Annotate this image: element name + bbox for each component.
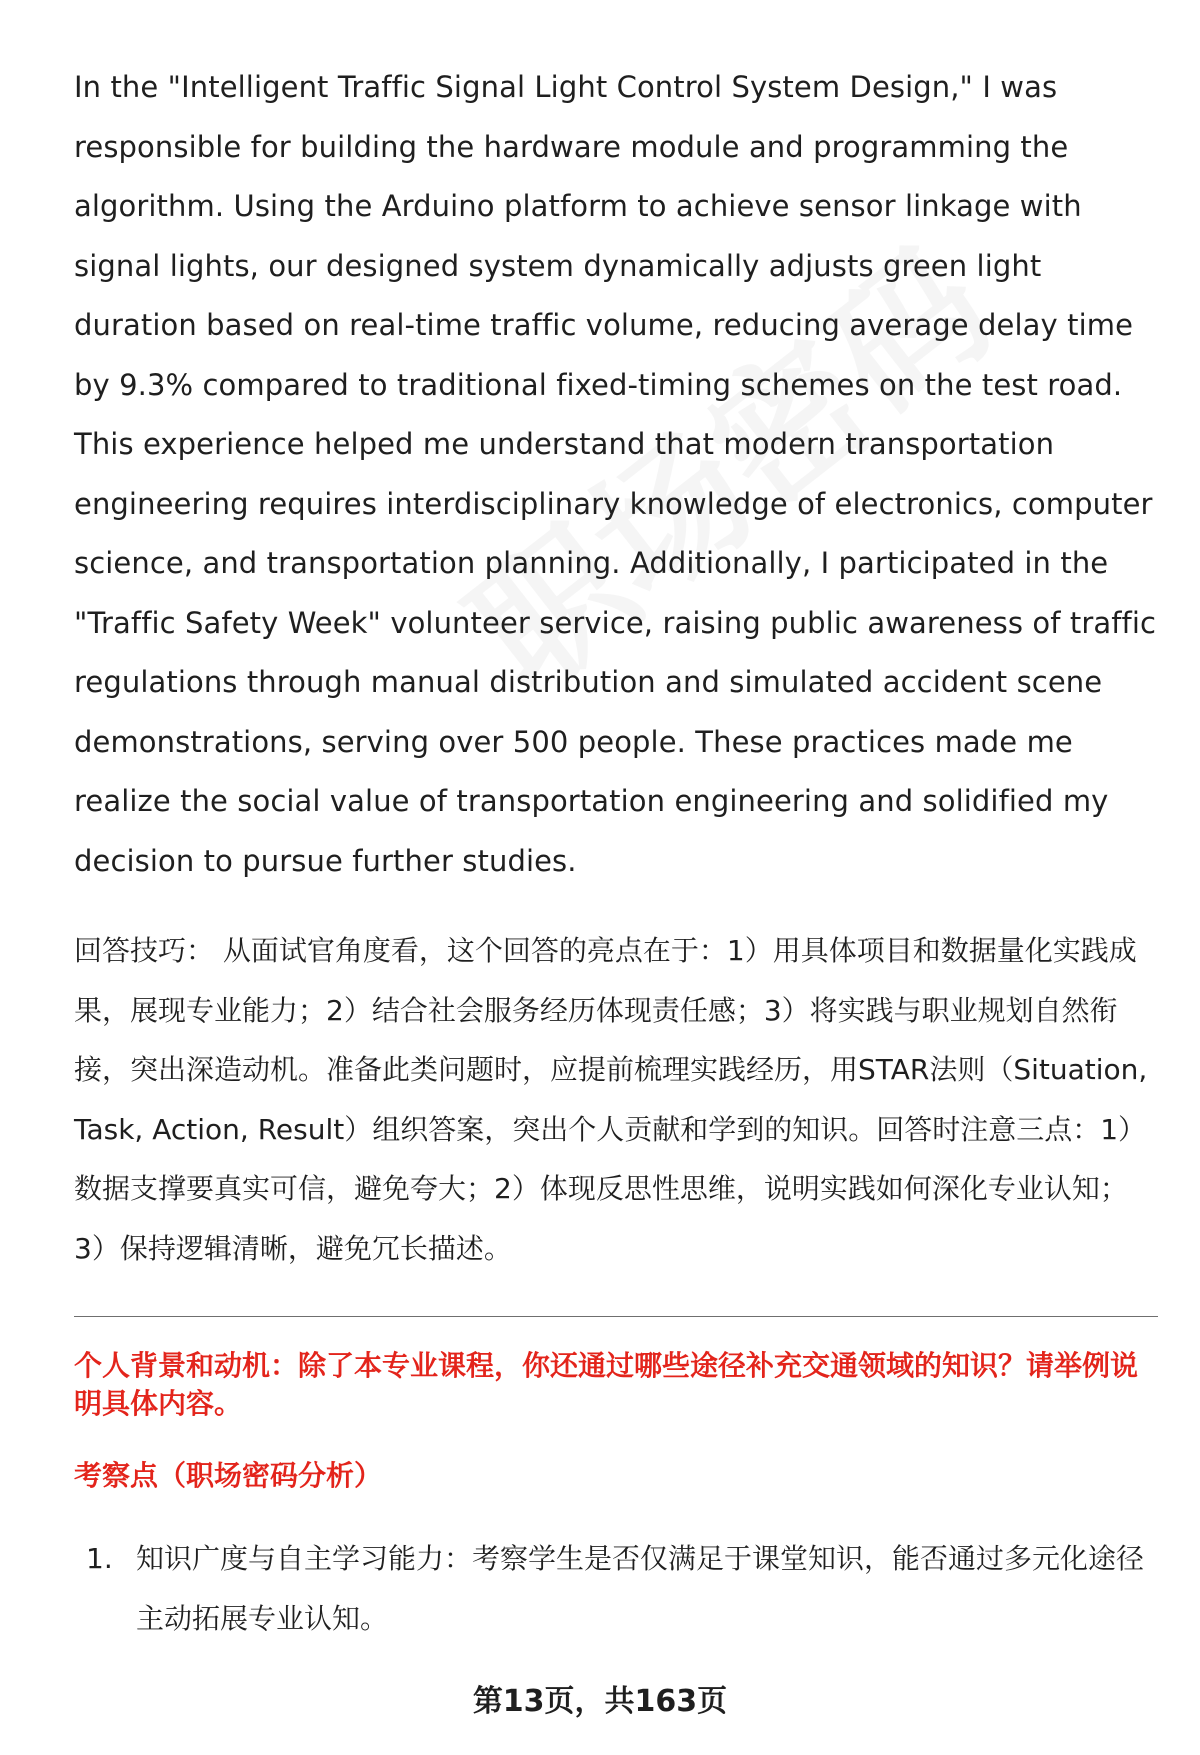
- list-item-text: 知识广度与自主学习能力：考察学生是否仅满足于课堂知识，能否通过多元化途径主动拓展专业认知。: [136, 1542, 1145, 1635]
- list-item: [74, 1529, 1158, 1648]
- question-heading: 个人背景和动机：除了本专业课程，你还通过哪些途径补充交通领域的知识？请举例说明具体内容。: [74, 1349, 1139, 1420]
- list-item-number: 1.: [86, 1542, 113, 1575]
- focus-heading: 考察点（职场密码分析）: [74, 1459, 383, 1492]
- section-divider: [74, 1316, 1158, 1317]
- document-page: [74, 58, 1158, 1648]
- page-footer: 第13页，共163页: [472, 1684, 728, 1719]
- body-paragraph-en: In the "Intelligent Traffic Signal Light Control System Design," I was responsible for building the hardware module and programming the algorithm. Using the Arduino platform to achieve sensor linkage with signal lights, our designed system dynamically adjusts green light duration based on real-time traffic volume, reducing average delay time by 9.3% compared to traditional fixed-timing schemes on the test road. This experience helped me understand that modern transportation engineering requires interdisciplinary knowledge of electronics, computer science, and transportation planning. Additionally, I participated in the "Traffic Safety Week" volunteer service, raising public awareness of traffic regulations through manual distribution and simulated accident scene demonstrations, serving over 500 people. These practices made me realize the social value of transportation engineering and solidified my decision to pursue further studies.: [74, 70, 1157, 878]
- answer-tips-paragraph: 回答技巧： 从面试官角度看，这个回答的亮点在于：1）用具体项目和数据量化实践成果，展现专业能力；2）结合社会服务经历体现责任感；3）将实践与职业规划自然衔接，突出深造动机。准备此类问题时，应提前梳理实践经历，用STAR法则（Situation, Task, Action, Result）组织答案，突出个人贡献和学到的知识。回答时注意三点：1）数据支撑要真实可信，避免夸大；2）体现反思性思维，说明实践如何深化专业认知；3）保持逻辑清晰，避免冗长描述。: [74, 934, 1148, 1265]
- focus-points-list: [74, 1529, 1158, 1648]
